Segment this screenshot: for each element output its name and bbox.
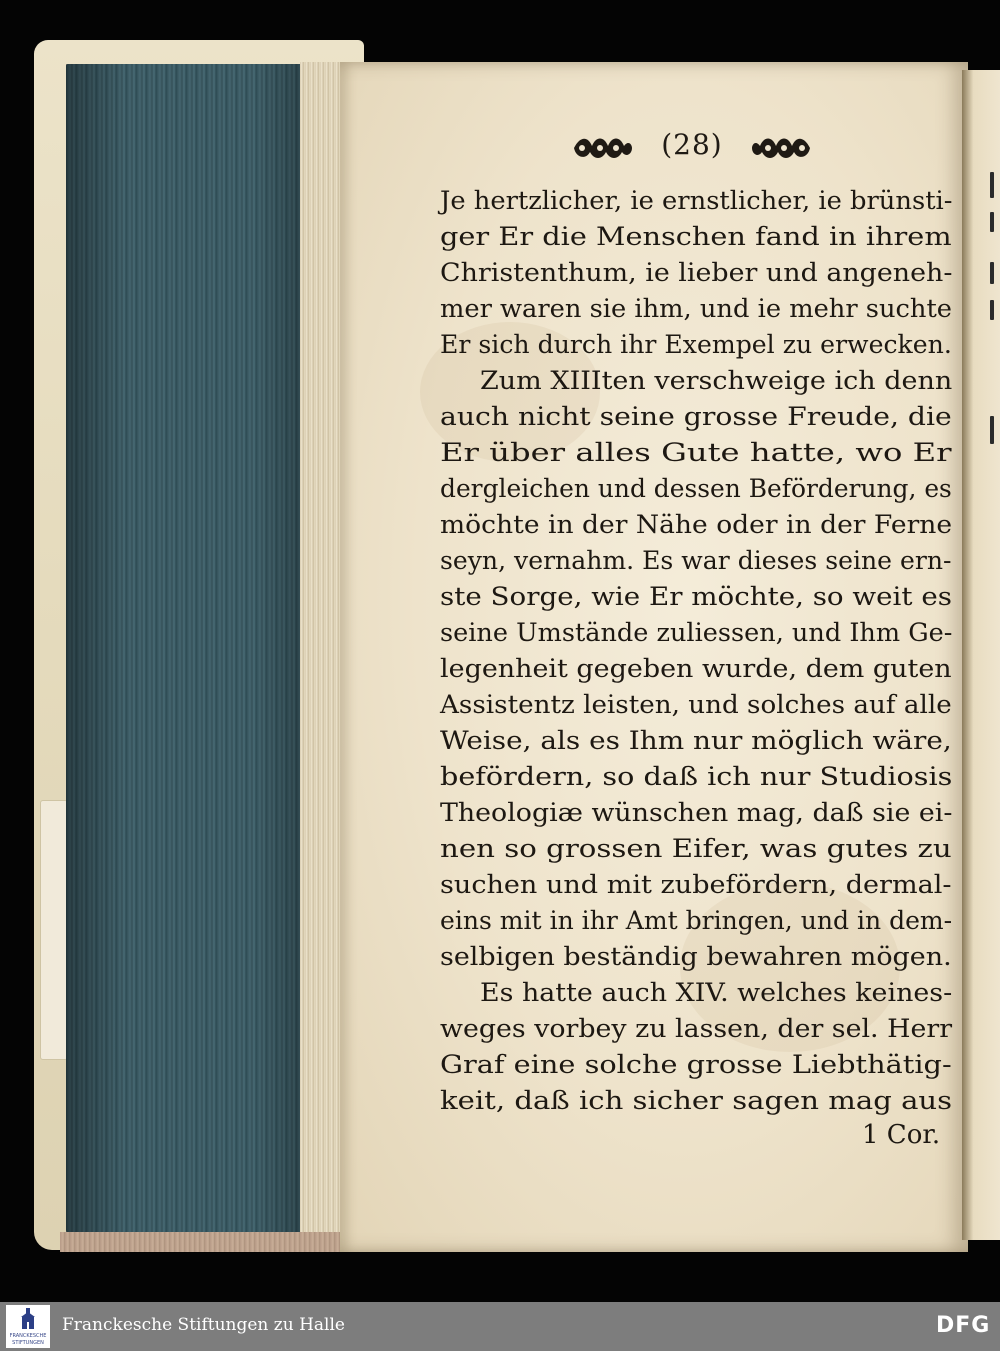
fore-edge-shadow (66, 64, 302, 1234)
text-line: nen so grossen Eifer, was gutes zu (440, 834, 952, 863)
text-line: keit, daß ich sicher sagen mag aus (440, 1086, 953, 1115)
facing-page-text-fragment (990, 300, 994, 320)
page-number: (28) (661, 128, 723, 161)
facing-page-text-fragment (990, 172, 994, 198)
paragraph-first-line: Zum XIIIten verschweige ich denn (480, 366, 953, 395)
text-line: legenheit gegeben wurde, dem guten (440, 654, 952, 683)
cover-flap (40, 800, 68, 1060)
facing-page-text-fragment (990, 262, 994, 284)
text-line: Je hertzlicher, ie ernstlicher, ie brünsti- (440, 186, 953, 215)
text-line: ste Sorge, wie Er möchte, so weit es (440, 582, 952, 611)
text-line: weges vorbey zu lassen, der sel. Herr (440, 1014, 953, 1043)
paragraph-first-line: Es hatte auch XIV. welches keines- (480, 978, 953, 1007)
page-bottom-edge (60, 1232, 350, 1252)
text-line: auch nicht seine grosse Freude, die (440, 402, 952, 431)
text-line: ger Er die Menschen fand in ihrem (440, 222, 952, 251)
institution-logo[interactable] (6, 1305, 50, 1348)
text-line: seyn, vernahm. Es war dieses seine ern- (440, 546, 952, 575)
logo-text: FRANCKESCHE (9, 1333, 47, 1339)
ornament-left-icon (572, 134, 634, 162)
text-line: Assistentz leisten, und solches auf alle (440, 690, 952, 719)
facing-page (962, 70, 1000, 1240)
text-line: Er über alles Gute hatte, wo Er (440, 438, 952, 467)
building-icon (20, 1308, 36, 1330)
text-line: Weise, als es Ihm nur möglich wäre, (440, 726, 952, 755)
text-line: dergleichen und dessen Beförderung, es (440, 474, 952, 503)
text-line: Theologiæ wünschen mag, daß sie ei- (440, 798, 953, 827)
dfg-logo[interactable]: DFG (936, 1313, 991, 1338)
text-line: seine Umstände zuliessen, und Ihm Ge- (440, 618, 953, 647)
catchword: 1 Cor. (862, 1120, 941, 1150)
text-line: suchen und mit zubefördern, dermal- (440, 870, 952, 899)
text-line: Graf eine solche grosse Liebthätig- (440, 1050, 952, 1079)
viewer-footer (0, 1302, 1000, 1351)
text-line: mer waren sie ihm, und ie mehr suchte (440, 294, 953, 323)
facing-page-text-fragment (990, 416, 994, 444)
running-head (572, 124, 812, 172)
text-line: Er sich durch ihr Exempel zu erwecken. (440, 330, 952, 359)
ornament-right-icon (750, 134, 812, 162)
text-line: eins mit in ihr Amt bringen, und in dem- (440, 906, 953, 935)
text-line: möchte in der Nähe oder in der Ferne (440, 510, 953, 539)
logo-text: STIFTUNGEN (12, 1340, 44, 1346)
text-line: selbigen beständig bewahren mögen. (440, 942, 952, 971)
text-line: Christenthum, ie lieber und angeneh- (440, 258, 953, 287)
text-line: befördern, so daß ich nur Studiosis (440, 762, 953, 791)
facing-page-text-fragment (990, 212, 994, 232)
institution-name[interactable]: Franckesche Stiftungen zu Halle (62, 1315, 345, 1335)
